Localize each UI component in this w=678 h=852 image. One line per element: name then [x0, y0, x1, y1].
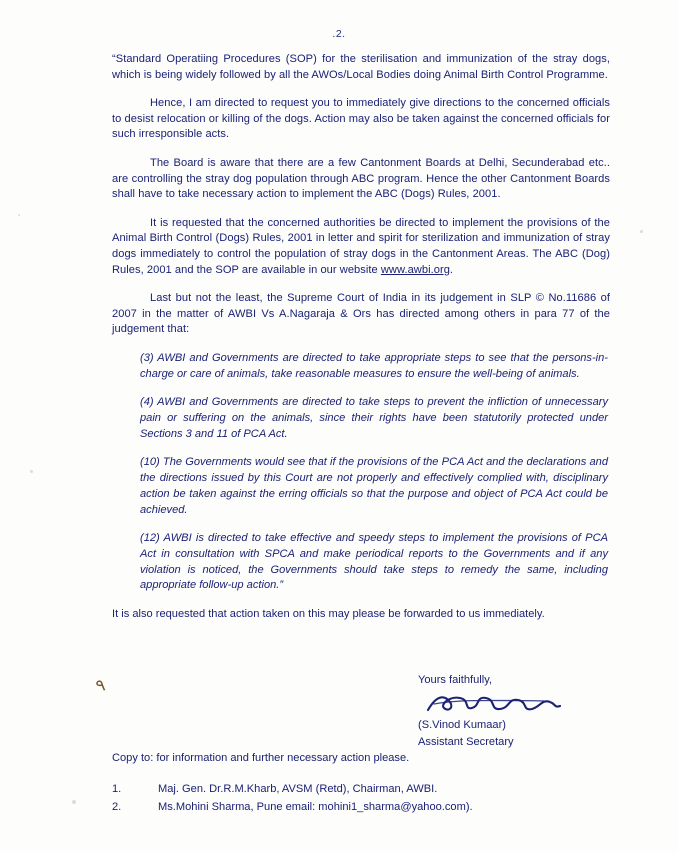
copy-to-list: [112, 780, 632, 816]
paper-speck: [72, 800, 76, 804]
paragraph-supreme-court: Last but not the least, the Supreme Court of India in its judgement in SLP © No.11686 of 2007 in the matter of AWBI Vs A.Nagaraja & Ors has directed among others in para 77 of the judgement that:: [112, 292, 610, 336]
list-item-number: 2.: [112, 801, 122, 813]
paragraph-sop-quote: “Standard Operatiing Procedures (SOP) for the sterilisation and immunization of the stray dogs, which is being widely followed by all the AWOs/Local Bodies doing Animal Birth Control Programme.: [112, 53, 610, 81]
list-item: [112, 798, 632, 816]
copy-to-heading: Copy to: for information and further necessary action please.: [112, 752, 410, 764]
quoted-clause-12: (12) AWBI is directed to take effective and speedy steps to implement the provisions of PCA Act in consultation with SPCA and make periodical reports to the Governments and if any violation is noticed, the Governments should take steps to remedy the same, including appropriate follow-up action.”: [140, 532, 608, 592]
paper-speck: [640, 230, 643, 233]
paper-speck: [30, 470, 33, 473]
list-item-text: Maj. Gen. Dr.R.M.Kharb, AVSM (Retd), Chairman, AWBI.: [158, 783, 438, 795]
quoted-clause-4: (4) AWBI and Governments are directed to take steps to prevent the infliction of unnecessary pain or suffering on the animals, since their rights have been statutorily protected under Sections 3 and 11 of PCA Act.: [140, 396, 608, 440]
paragraph-directions: Hence, I am directed to request you to immediately give directions to the concerned officials to desist relocation or killing of the dogs. Action may also be taken against the concerned officials for such irresponsible acts.: [112, 97, 610, 141]
page-number: .2.: [332, 28, 346, 40]
margin-pen-mark-icon: ٩: [94, 675, 107, 696]
list-item-number: 1.: [112, 783, 122, 795]
signatory-name: (S.Vinod Kumaar): [418, 719, 506, 731]
awbi-website-link[interactable]: www.awbi.org: [380, 263, 450, 276]
quoted-clause-3: (3) AWBI and Governments are directed to take appropriate steps to see that the persons-in-charge or care of animals, take reasonable measures to ensure the well-being of animals.: [140, 351, 608, 380]
list-item-text: Ms.Mohini Sharma, Pune email: mohini1_sharma@yahoo.com).: [158, 801, 473, 813]
paragraph-abc-rules-request: [112, 216, 610, 278]
signature-block: [418, 672, 648, 750]
list-item: [112, 780, 632, 798]
signatory-title: Assistant Secretary: [418, 736, 514, 748]
handwritten-signature-icon: [424, 690, 574, 716]
paper-speck: [18, 214, 20, 216]
paragraph-cantonment-boards: The Board is aware that there are a few Cantonment Boards at Delhi, Secunderabad etc.. are controlling the stray dog population through ABC program. Hence the other Cantonment Boards shall have to take necessary action to implement the ABC (Dogs) Rules, 2001.: [112, 156, 610, 201]
paragraph-abc-rules-text-before: It is requested that the concerned authorities be directed to implement the provisions of the Animal Birth Control (Dogs) Rules, 2001 in letter and spirit for sterilization and immunization of stray dogs immediately to control the population of stray dogs in the Cantonment Areas. The ABC (Dog) Rules, 2001 and the SOP are available in our website: [112, 216, 610, 276]
document-body: [112, 52, 610, 623]
yours-faithfully-label: Yours faithfully,: [418, 674, 492, 686]
closing-request-line: It is also requested that action taken on this may please be forwarded to us immediately.: [112, 608, 545, 621]
paragraph-abc-rules-text-after: .: [449, 263, 454, 276]
quoted-clause-10: (10) The Governments would see that if the provisions of the PCA Act and the declarations and the directions issued by this Court are not properly and effectively complied with, disciplinary action be taken against the erring officials so that the purpose and object of PCA Act could be achieved.: [140, 456, 608, 516]
